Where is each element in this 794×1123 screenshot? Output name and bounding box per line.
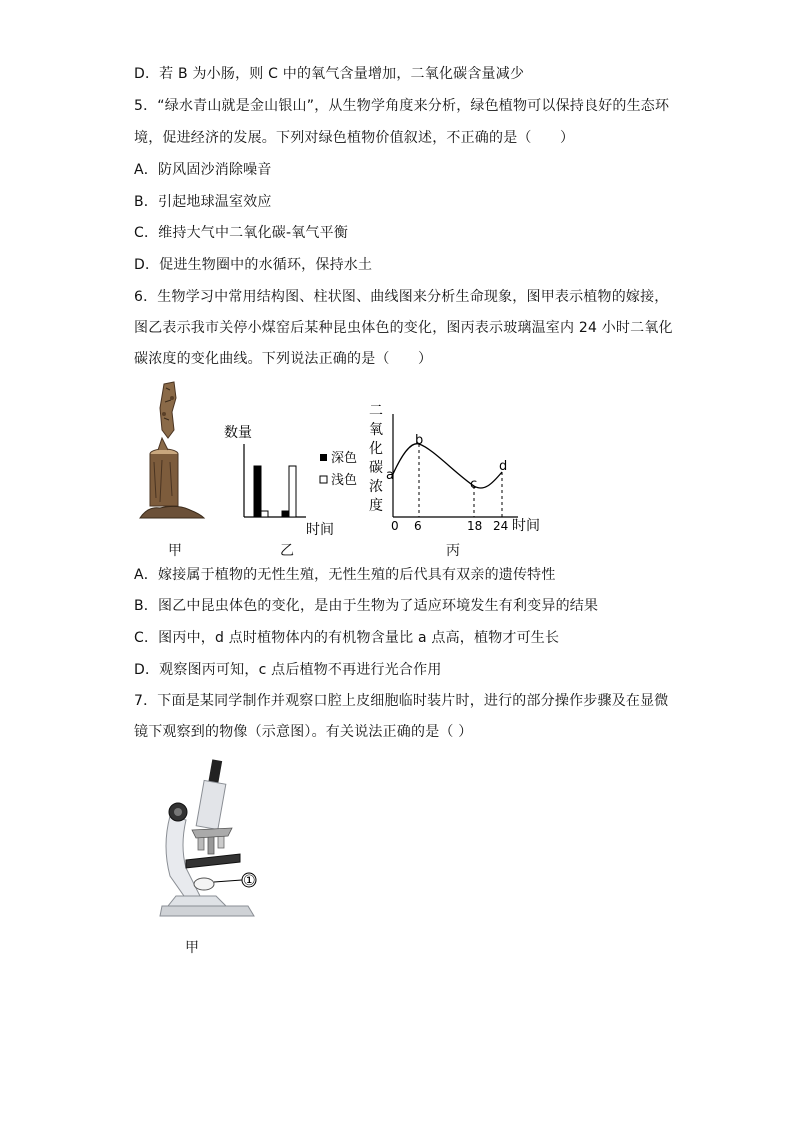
figure-jia-caption: 甲 bbox=[168, 543, 182, 559]
legend-dark-swatch bbox=[320, 454, 327, 461]
co2-concentration-curve bbox=[366, 400, 556, 538]
chart-yi-ylabel: 数量 bbox=[224, 425, 252, 441]
question-6-stem-1: 6．生物学习中常用结构图、柱状图、曲线图来分析生命现象，图甲表示植物的嫁接， bbox=[134, 289, 669, 305]
point-c-label: c bbox=[470, 477, 478, 492]
point-a-label: a bbox=[386, 468, 394, 483]
question-6-option-b: B．图乙中昆虫体色的变化，是由于生物为了适应环境发生有利变异的结果 bbox=[134, 598, 599, 614]
question-7-stem-2: 镜下观察到的物像（示意图）。有关说法正确的是（ ） bbox=[134, 724, 473, 740]
insect-color-bar-chart bbox=[222, 420, 372, 538]
ylabel-char: 浓 bbox=[369, 479, 383, 495]
chart-bing-ylabel bbox=[369, 403, 383, 514]
question-7-stem-1: 7．下面是某同学制作并观察口腔上皮细胞临时装片时，进行的部分操作步骤及在显微 bbox=[134, 693, 669, 709]
question-6-stem-2: 图乙表示我市关停小煤窑后某种昆虫体色的变化，图丙表示玻璃温室内 24 小时二氧化 bbox=[134, 320, 673, 336]
question-5-option-c: C．维持大气中二氧化碳-氧气平衡 bbox=[134, 225, 349, 241]
ylabel-char: 碳 bbox=[369, 460, 383, 476]
question-6-option-a: A．嫁接属于植物的无性生殖，无性生殖的后代具有双亲的遗传特性 bbox=[134, 567, 556, 583]
question-5-option-a: A．防风固沙消除噪音 bbox=[134, 162, 272, 178]
figure-bing-caption: 丙 bbox=[446, 543, 460, 559]
microscope-figure bbox=[156, 756, 266, 926]
question-5-stem-1: 5．“绿水青山就是金山银山”，从生物学角度来分析，绿色植物可以保持良好的生态环 bbox=[134, 98, 670, 114]
bar-dark-0 bbox=[254, 466, 261, 517]
question-5-option-d: D．促进生物圈中的水循环，保持水土 bbox=[134, 257, 373, 273]
question-4-option-d: D．若 B 为小肠，则 C 中的氧气含量增加，二氧化碳含量减少 bbox=[134, 66, 525, 82]
legend-light-label: 浅色 bbox=[331, 473, 358, 488]
ylabel-char: 度 bbox=[369, 498, 383, 514]
bar-light-1 bbox=[289, 466, 296, 517]
ylabel-char: 二 bbox=[369, 403, 383, 419]
chart-yi-xlabel: 时间 bbox=[306, 522, 334, 538]
point-b-label: b bbox=[415, 433, 424, 448]
legend-dark-label: 深色 bbox=[331, 451, 358, 466]
question-6-stem-3: 碳浓度的变化曲线。下列说法正确的是（ ） bbox=[134, 351, 433, 367]
mirror-pointer-line bbox=[214, 880, 242, 882]
ylabel-char: 氧 bbox=[369, 422, 383, 438]
point-d-label: d bbox=[499, 459, 508, 474]
question-5-stem-2: 境，促进经济的发展。下列对绿色植物价值叙述，不正确的是（ ） bbox=[134, 130, 575, 146]
chart-bing-xlabel: 时间 bbox=[512, 518, 540, 534]
legend-light-swatch bbox=[320, 476, 327, 483]
tick-0: 0 bbox=[391, 519, 399, 533]
bar-light-0 bbox=[261, 511, 268, 517]
bar-dark-1 bbox=[282, 511, 289, 517]
figure-yi-caption: 乙 bbox=[280, 543, 294, 559]
tick-18: 18 bbox=[467, 519, 483, 533]
ylabel-char: 化 bbox=[369, 441, 383, 457]
co2-curve bbox=[393, 444, 502, 488]
question-5-option-b: B．引起地球温室效应 bbox=[134, 194, 272, 210]
mirror-label: ① bbox=[243, 873, 256, 889]
question-6-option-c: C．图丙中，d 点时植物体内的有机物含量比 a 点高，植物才可生长 bbox=[134, 630, 560, 646]
tick-24: 24 bbox=[493, 519, 509, 533]
grafting-figure bbox=[138, 378, 210, 524]
figure-microscope-caption: 甲 bbox=[185, 940, 199, 956]
question-6-option-d: D．观察图丙可知，c 点后植物不再进行光合作用 bbox=[134, 662, 442, 678]
tick-6: 6 bbox=[414, 519, 422, 533]
